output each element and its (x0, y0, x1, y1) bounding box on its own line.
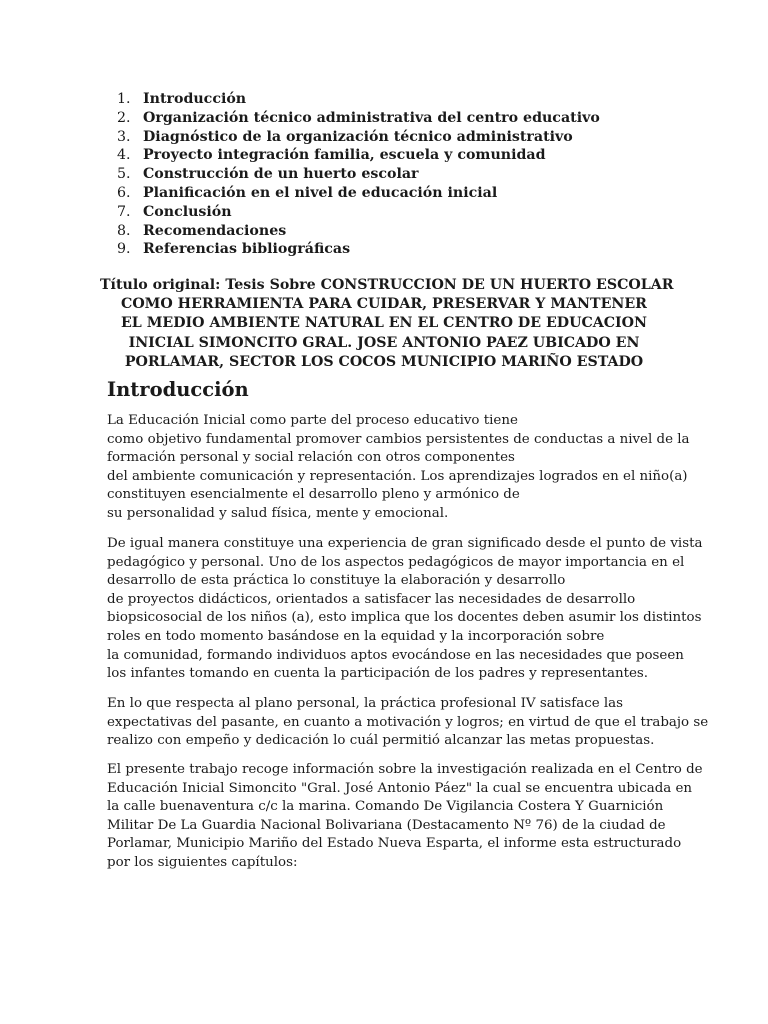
paragraph-line: El presente trabajo recoge información sobre la investigación realizada en el Centro de (107, 762, 703, 777)
paragraph-line: Porlamar, Municipio Mariño del Estado Nueva Esparta, el informe esta estructurado (107, 836, 682, 852)
paragraph-line: expectativas del pasante, en cuanto a motivación y logros; en virtud de que el trabajo se (107, 714, 709, 730)
paragraph-line: los infantes tomando en cuenta la participación de los padres y representantes. (107, 666, 649, 682)
toc-item (113, 222, 600, 241)
toc-item-number: 4. (117, 147, 131, 164)
toc-item-number: 6. (117, 184, 131, 201)
toc-item (113, 184, 600, 203)
toc-item-number: 7. (117, 203, 131, 220)
toc-item (113, 146, 600, 165)
paragraph-line: como objetivo fundamental promover cambios persistentes de conductas a nivel de la (107, 431, 690, 447)
toc-item-label: Proyecto integración familia, escuela y comunidad (143, 147, 546, 164)
toc-item (113, 109, 600, 128)
paragraph-4 (107, 761, 707, 873)
paragraph-line: su personalidad y salud física, mente y emocional. (107, 505, 449, 521)
paragraph-line: desarrollo de esta práctica lo constituye la elaboración y desarrollo (107, 573, 566, 589)
original-title-block (100, 276, 674, 372)
paragraph-line: del ambiente comunicación y representación. Los aprendizajes logrados en el niño(a) (107, 468, 688, 484)
toc-item-label: Conclusión (143, 203, 232, 220)
paragraph-line: formación personal y social relación con otros componentes (107, 450, 515, 466)
toc-item-label: Construcción de un huerto escolar (143, 166, 419, 183)
paragraph-line: roles en todo momento basándose en la equidad y la incorporación sobre (107, 628, 605, 644)
paragraph-line: De igual manera constituye una experiencia de gran significado desde el punto de vista (107, 536, 703, 551)
toc-item-number: 8. (117, 222, 131, 239)
toc-item-number: 1. (117, 91, 131, 107)
toc-item-number: 5. (117, 166, 131, 183)
original-title-line: INICIAL SIMONCITO GRAL. JOSE ANTONIO PAEZ UBICADO EN (128, 334, 640, 351)
toc-item-number: 3. (117, 128, 131, 145)
paragraph-line: pedagógico y personal. Uno de los aspectos pedagógicos de mayor importancia en el (107, 554, 685, 570)
toc-item-label: Organización técnico administrativa del centro educativo (143, 109, 600, 126)
toc-item-number: 2. (117, 109, 131, 126)
paragraph-line: la calle buenaventura c/c la marina. Comando De Vigilancia Costera Y Guarnición (107, 799, 664, 815)
toc-item (113, 128, 600, 147)
toc-item (113, 203, 600, 222)
toc-item (113, 90, 600, 109)
toc-item (113, 165, 600, 184)
paragraph-line: Educación Inicial Simoncito "Gral. José Antonio Páez" la cual se encuentra ubicada en (107, 780, 693, 796)
toc-item-label: Introducción (143, 91, 247, 107)
toc-item-label: Planificación en el nivel de educación inicial (143, 184, 498, 201)
paragraph-line: de proyectos didácticos, orientados a satisfacer las necesidades de desarrollo (107, 591, 636, 607)
paragraph-line: biopsicosocial de los niños (a), esto implica que los docentes deben asumir los distintos (107, 610, 702, 626)
paragraph-2 (107, 535, 707, 684)
toc-item-label: Referencias bibliográficas (143, 241, 351, 258)
paragraph-line: realizo con empeño y dedicación lo cuál permitió alcanzar las metas propuestas. (107, 733, 655, 749)
original-title-line: Título original: Tesis Sobre CONSTRUCCION DE UN HUERTO ESCOLAR (100, 277, 674, 293)
paragraph-line: por los siguientes capítulos: (107, 854, 298, 870)
toc-item-label: Recomendaciones (143, 222, 287, 239)
original-title-line: PORLAMAR, SECTOR LOS COCOS MUNICIPIO MARIÑO ESTADO (124, 353, 644, 370)
original-title-line: EL MEDIO AMBIENTE NATURAL EN EL CENTRO DE EDUCACION (120, 315, 648, 332)
paragraph-3 (107, 695, 707, 751)
paragraph-1 (107, 412, 707, 524)
toc-item (113, 240, 600, 259)
paragraph-line: En lo que respecta al plano personal, la práctica profesional IV satisface las (107, 696, 624, 711)
table-of-contents (113, 90, 600, 259)
original-title-line: COMO HERRAMIENTA PARA CUIDAR, PRESERVAR Y MANTENER (121, 296, 647, 313)
section-heading-introduction: Introducción (107, 378, 249, 401)
paragraph-line: constituyen esencialmente el desarrollo pleno y armónico de (107, 487, 520, 503)
paragraph-line: la comunidad, formando individuos aptos evocándose en las necesidades que poseen (107, 647, 684, 663)
paragraph-line: Militar De La Guardia Nacional Bolivariana (Destacamento Nº 76) de la ciudad de (107, 817, 666, 833)
paragraph-line: La Educación Inicial como parte del proceso educativo tiene (107, 413, 518, 428)
toc-item-label: Diagnóstico de la organización técnico administrativo (143, 128, 573, 145)
toc-item-number: 9. (117, 241, 131, 258)
